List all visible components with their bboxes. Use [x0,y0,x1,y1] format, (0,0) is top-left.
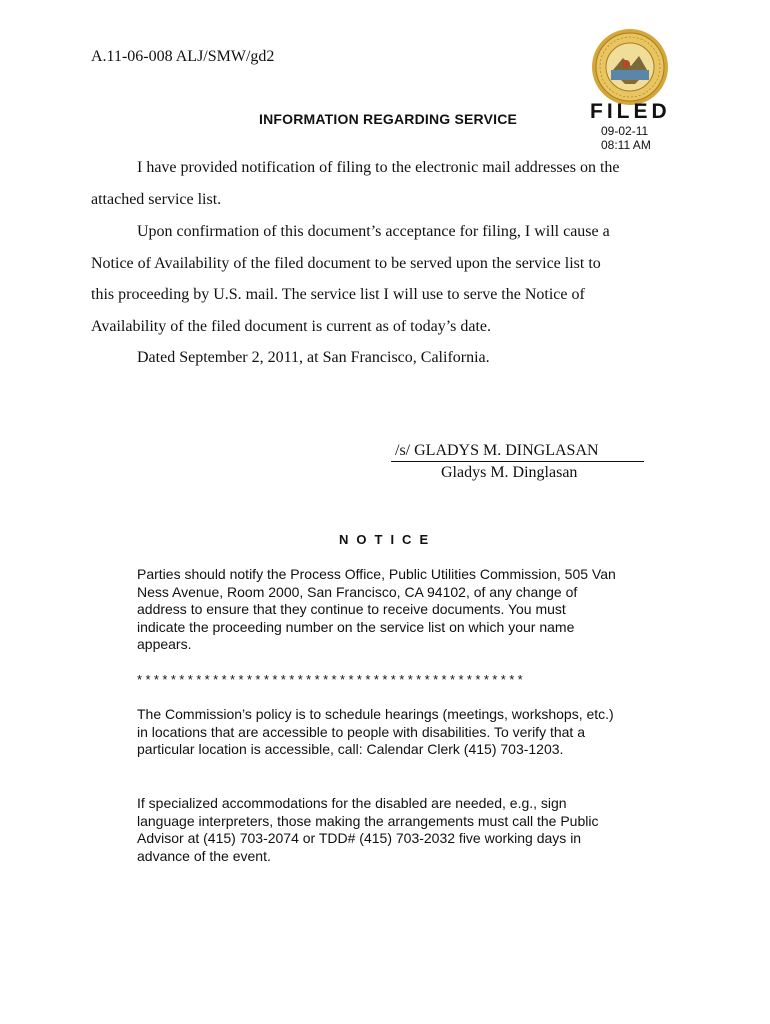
body-line: I have provided notification of filing to the electronic mail addresses on the [137,159,620,176]
separator-stars: ********************************************** [137,672,527,687]
signature-line [391,442,644,462]
body-line: attached service list. [91,191,222,208]
signature-text: /s/ GLADYS M. DINGLASAN [395,442,599,459]
body-line: this proceeding by U.S. mail. The service list I will use to serve the Notice of [91,286,585,303]
docket-number: A.11-06-008 ALJ/SMW/gd2 [91,48,275,65]
page-title: INFORMATION REGARDING SERVICE [259,111,518,127]
body-line: Notice of Availability of the filed document to be served upon the service list to [91,255,601,272]
body-line: Availability of the filed document is current as of today’s date. [91,318,492,335]
filed-date: 09-02-11 [601,124,649,138]
notice-paragraph-accessibility: The Commission’s policy is to schedule hearings (meetings, workshops, etc.) in locations that are accessible to people with disabilities. To verify that a particular location is accessible, call: Calendar Clerk (415) 703-1203. [137,706,614,757]
date-line: Dated September 2, 2011, at San Francisco, California. [137,349,490,366]
notice-paragraph-accommodations: If specialized accommodations for the disabled are needed, e.g., sign language interpreters, those making the arrangements must call the Public Advisor at (415) 703-2074 or TDD# (415) 703-2032 five working days in advance of the event. [137,795,599,864]
cpuc-seal-icon [591,28,669,106]
body-line: Upon confirmation of this document’s acceptance for filing, I will cause a [137,223,610,240]
filed-time: 08:11 AM [601,138,651,152]
notice-title: NOTICE [339,532,437,547]
signer-name: Gladys M. Dinglasan [441,464,578,481]
notice-paragraph-address: Parties should notify the Process Office, Public Utilities Commission, 505 Van Ness Avenue, Room 2000, San Francisco, CA 94102, of any change of address to ensure that they continue to receive documents. You must indicate the proceeding number on the service list on which your name appears. [137,566,616,652]
filed-stamp-label: FILED [590,100,671,123]
